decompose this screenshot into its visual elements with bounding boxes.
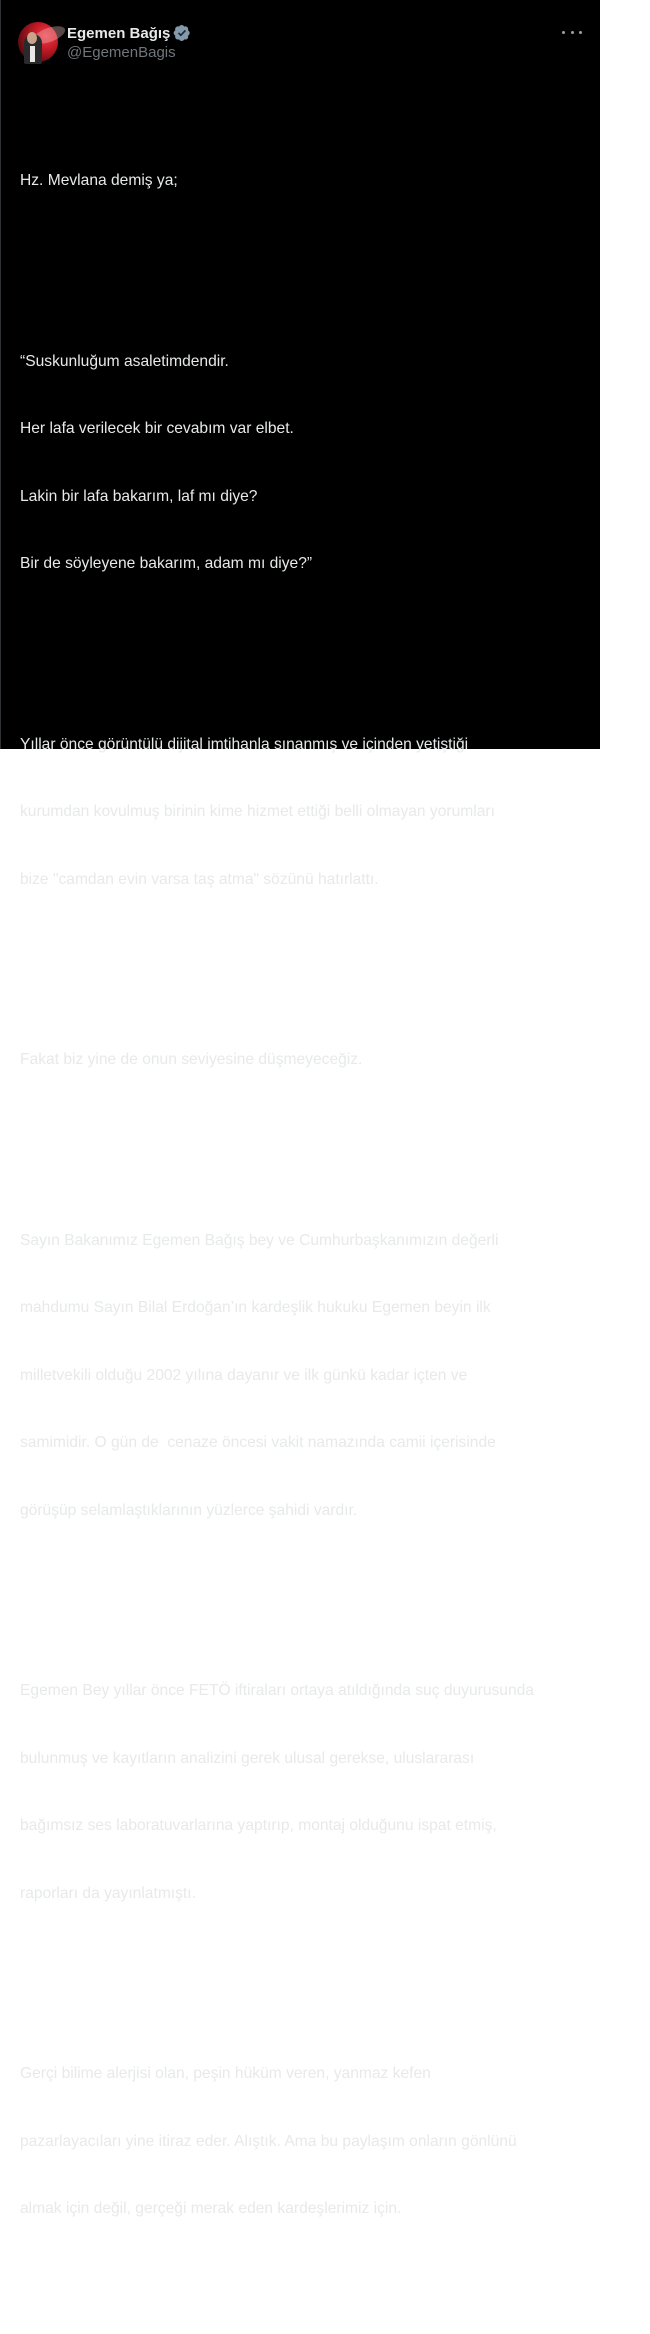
avatar-face bbox=[27, 32, 37, 44]
display-name-row bbox=[67, 23, 191, 43]
tweet-line: kurumdan kovulmuş birinin kime hizmet ettiği belli olmayan yorumları bbox=[20, 803, 495, 820]
author-names bbox=[67, 23, 191, 61]
tweet-line: samimidir. O gün de cenaze öncesi vakit namazında camii içerisinde bbox=[20, 1434, 496, 1451]
more-options-button[interactable] bbox=[562, 26, 582, 38]
tweet-paragraph-quote bbox=[20, 306, 590, 621]
verified-badge-icon[interactable] bbox=[173, 24, 191, 42]
tweet-line: milletvekili olduğu 2002 yılına dayanır ve ilk günkü kadar içten ve bbox=[20, 1366, 468, 1384]
more-horizontal-icon bbox=[562, 31, 565, 34]
tweet-line: bulunmuş ve kayıtların analizini gerek ulusal gerekse, uluslararası bbox=[20, 1749, 475, 1767]
tweet-text bbox=[20, 80, 590, 2334]
tweet-line: “Suskunluğum asaletimdendir. bbox=[20, 352, 229, 370]
tweet-line: Bir de söyleyene bakarım, adam mı diye?” bbox=[20, 555, 313, 572]
tweet-line: Sayın Bakanımız Egemen Bağış bey ve Cumhurbaşkanımızın değerli bbox=[20, 1231, 499, 1249]
tweet-line: görüşüp selamlaştıklarının yüzlerce şahidi vardır. bbox=[20, 1501, 358, 1519]
more-horizontal-icon-dot bbox=[571, 31, 574, 34]
tweet-paragraph bbox=[20, 689, 590, 937]
tweet-line: bağımsız ses laboratuvarlarına yaptırıp, montaj olduğunu ispat etmiş, bbox=[20, 1817, 497, 1834]
tweet-line: Gerçi bilime alerjisi olan, peşin hüküm veren, yanmaz kefen bbox=[20, 2065, 431, 2082]
tweet-line: mahdumu Sayın Bilal Erdoğan’ın kardeşlik hukuku Egemen beyin ilk bbox=[20, 1299, 491, 1316]
author-display-name[interactable]: Egemen Bağış bbox=[67, 24, 171, 42]
avatar-shirt bbox=[30, 46, 35, 62]
tweet-line: bize "camdan evin varsa taş atma" sözünü hatırlattı. bbox=[20, 870, 379, 888]
tweet-line: Fakat biz yine de onun seviyesine düşmeyeceğiz. bbox=[20, 1051, 363, 1068]
tweet-paragraph bbox=[20, 1635, 590, 1950]
tweet-line: pazarlayacıları yine itiraz eder. Alıştık. Ama bu paylaşım onların gönlünü bbox=[20, 2132, 517, 2150]
tweet-header bbox=[18, 22, 584, 64]
author-handle[interactable]: @EgemenBagis bbox=[67, 44, 176, 61]
tweet-line: Lakin bir lafa bakarım, laf mı diye? bbox=[20, 487, 258, 505]
tweet-paragraph bbox=[20, 2018, 590, 2266]
tweet-line: Her lafa verilecek bir cevabım var elbet. bbox=[20, 420, 294, 437]
tweet-line: Yıllar önce görüntülü dijital imtihanla sınanmış ve içinden yetiştiği bbox=[20, 735, 469, 753]
more-horizontal-icon-dot bbox=[579, 31, 582, 34]
tweet-paragraph bbox=[20, 1185, 590, 1568]
avatar[interactable] bbox=[18, 22, 58, 62]
tweet-line: Egemen Bey yıllar önce FETÖ iftiraları ortaya atıldığında suç duyurusunda bbox=[20, 1682, 534, 1699]
tweet-paragraph bbox=[20, 125, 590, 238]
tweet-line: raporları da yayınlatmıştı. bbox=[20, 1884, 196, 1902]
tweet-paragraph bbox=[20, 1004, 590, 1117]
tweet-line: Hz. Mevlana demiş ya; bbox=[20, 172, 178, 189]
tweet-line: almak için değil, gerçeği merak eden kardeşlerimiz için. bbox=[20, 2200, 402, 2217]
